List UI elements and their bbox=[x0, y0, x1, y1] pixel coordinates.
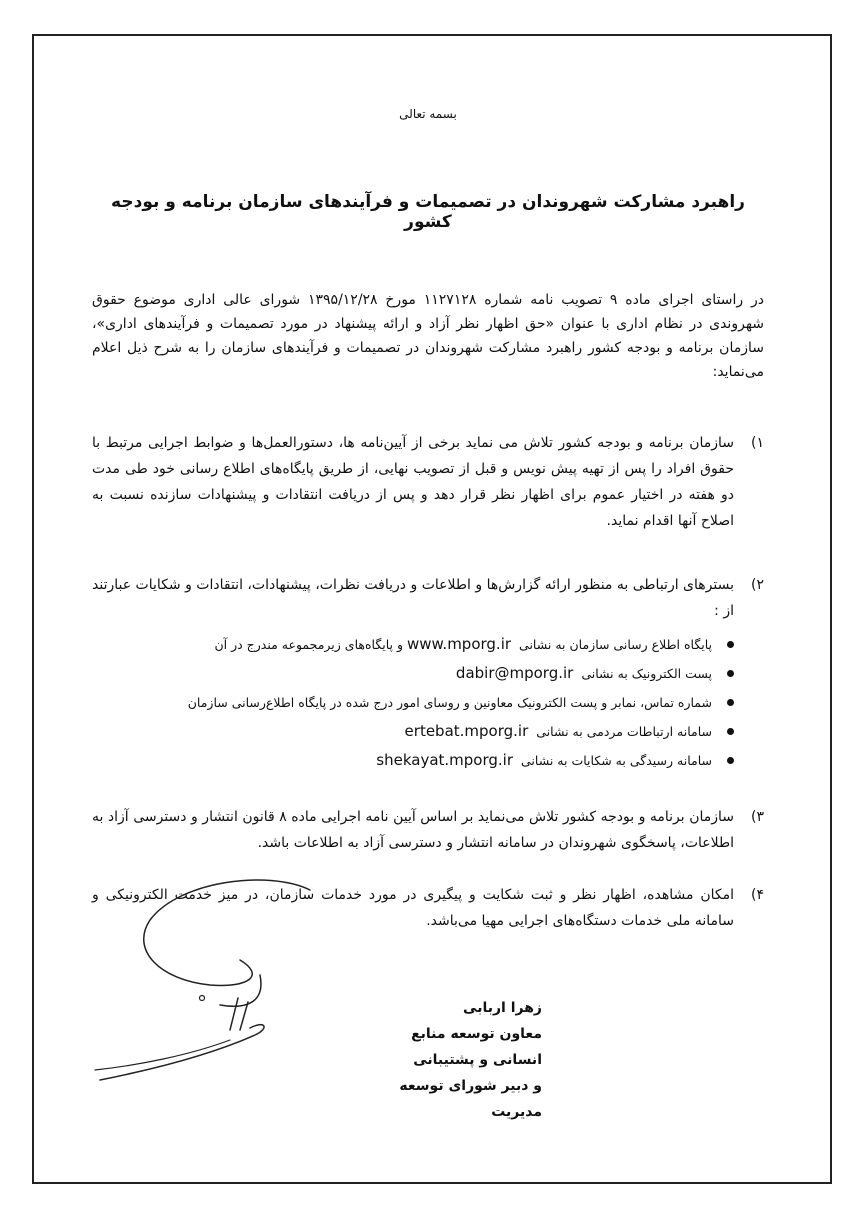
bullet-text: سامانه ارتباطات مردمی به نشانی bbox=[536, 724, 712, 739]
list-item-1 bbox=[92, 430, 764, 534]
ertebat-link[interactable]: ertebat.mporg.ir bbox=[404, 722, 529, 740]
bullet-text: سامانه رسیدگی به شکایات به نشانی bbox=[521, 753, 712, 768]
list-item bbox=[92, 688, 712, 717]
shekayat-link[interactable]: shekayat.mporg.ir bbox=[376, 751, 514, 769]
list-item bbox=[92, 717, 712, 746]
bullet-icon bbox=[727, 757, 734, 764]
signatory-position-line1: معاون توسعه منابع انسانی و پشتیبانی bbox=[411, 1026, 542, 1068]
intro-paragraph: در راستای اجرای ماده ۹ تصویب نامه شماره ۱۱۲۷۱۲۸ مورخ ۱۳۹۵/۱۲/۲۸ شورای عالی اداری موضوع حقوق شهروندی در نظام اداری با عنوان «حق اظهار نظر آزاد و ارائه پیشنهاد در مورد تصمیمات و فرآیندهای اداری»، سازمان برنامه و بودجه کشور راهبرد مشارکت شهروندان در تصمیمات و فرآیندهای سازمان را به شرح ذیل اعلام می‌نماید: bbox=[92, 292, 764, 380]
bullet-text: پست الکترونیک به نشانی bbox=[581, 666, 712, 681]
item-number: ۴) bbox=[751, 887, 764, 903]
signatory-position-line2: و دبیر شورای توسعه مدیریت bbox=[399, 1078, 542, 1120]
list-item bbox=[92, 630, 712, 659]
item-number: ۲) bbox=[751, 577, 764, 593]
signatory-name: زهرا اربابی bbox=[463, 1000, 542, 1016]
basmala-heading: بسمه تعالی bbox=[399, 107, 457, 121]
item-text: بسترهای ارتباطی به منظور ارائه گزارش‌ها و اطلاعات و دریافت نظرات، پیشنهادات، انتقادات و شکایات عبارتند از : bbox=[92, 577, 734, 619]
item-text: امکان مشاهده، اظهار نظر و ثبت شکایت و پیگیری در مورد خدمات سازمان، در میز خدمت الکترونیکی و سامانه ملی خدمات دستگاه‌های اجرایی مهیا می‌باشد. bbox=[92, 887, 734, 929]
item-text: سازمان برنامه و بودجه کشور تلاش می نماید برخی از آیین‌نامه ها، دستورالعمل‌ها و ضوابط اجرایی مرتبط با حقوق افراد را پس از تهیه پیش نویس و قبل از تصویب نهایی، از طریق پایگاه‌های اطلاع رسانی خود طی مدت دو هفته در اختیار عموم برای اظهار نظر قرار دهد و پس از دریافت انتقادات و پیشنهادات سازنده نسبت به اصلاح آنها اقدام نماید. bbox=[92, 435, 734, 529]
bullet-icon bbox=[727, 699, 734, 706]
list-item-2 bbox=[92, 572, 764, 775]
item-text: سازمان برنامه و بودجه کشور تلاش می‌نماید بر اساس آیین نامه اجرایی ماده ۸ قانون انتشار و دسترسی آزاد به اطلاعات، پاسخگوی شهروندان در سامانه انتشار و دسترسی آزاد به اطلاعات باشد. bbox=[92, 809, 734, 851]
bullet-text: پایگاه اطلاع رسانی سازمان به نشانی bbox=[519, 637, 712, 652]
bullet-icon bbox=[727, 670, 734, 677]
bullet-suffix: و پایگاه‌های زیرمجموعه مندرج در آن bbox=[214, 637, 404, 652]
bullet-text: شماره تماس، نمابر و پست الکترونیک معاونین و روسای امور درج شده در پایگاه اطلاع‌رسانی سازمان bbox=[187, 695, 712, 710]
item-number: ۱) bbox=[751, 435, 764, 451]
handwritten-signature bbox=[90, 870, 450, 1090]
bullet-icon bbox=[727, 728, 734, 735]
website-link[interactable]: www.mporg.ir bbox=[407, 635, 512, 653]
item-number: ۳) bbox=[751, 809, 764, 825]
list-item-3 bbox=[92, 804, 764, 856]
email-link[interactable]: dabir@mporg.ir bbox=[455, 664, 574, 682]
bullet-icon bbox=[727, 641, 734, 648]
document-title: راهبرد مشارکت شهروندان در تصمیمات و فرآیندهای سازمان برنامه و بودجه کشور bbox=[111, 192, 745, 232]
list-item bbox=[92, 659, 712, 688]
list-item bbox=[92, 746, 712, 775]
contact-channels-list bbox=[92, 630, 764, 775]
